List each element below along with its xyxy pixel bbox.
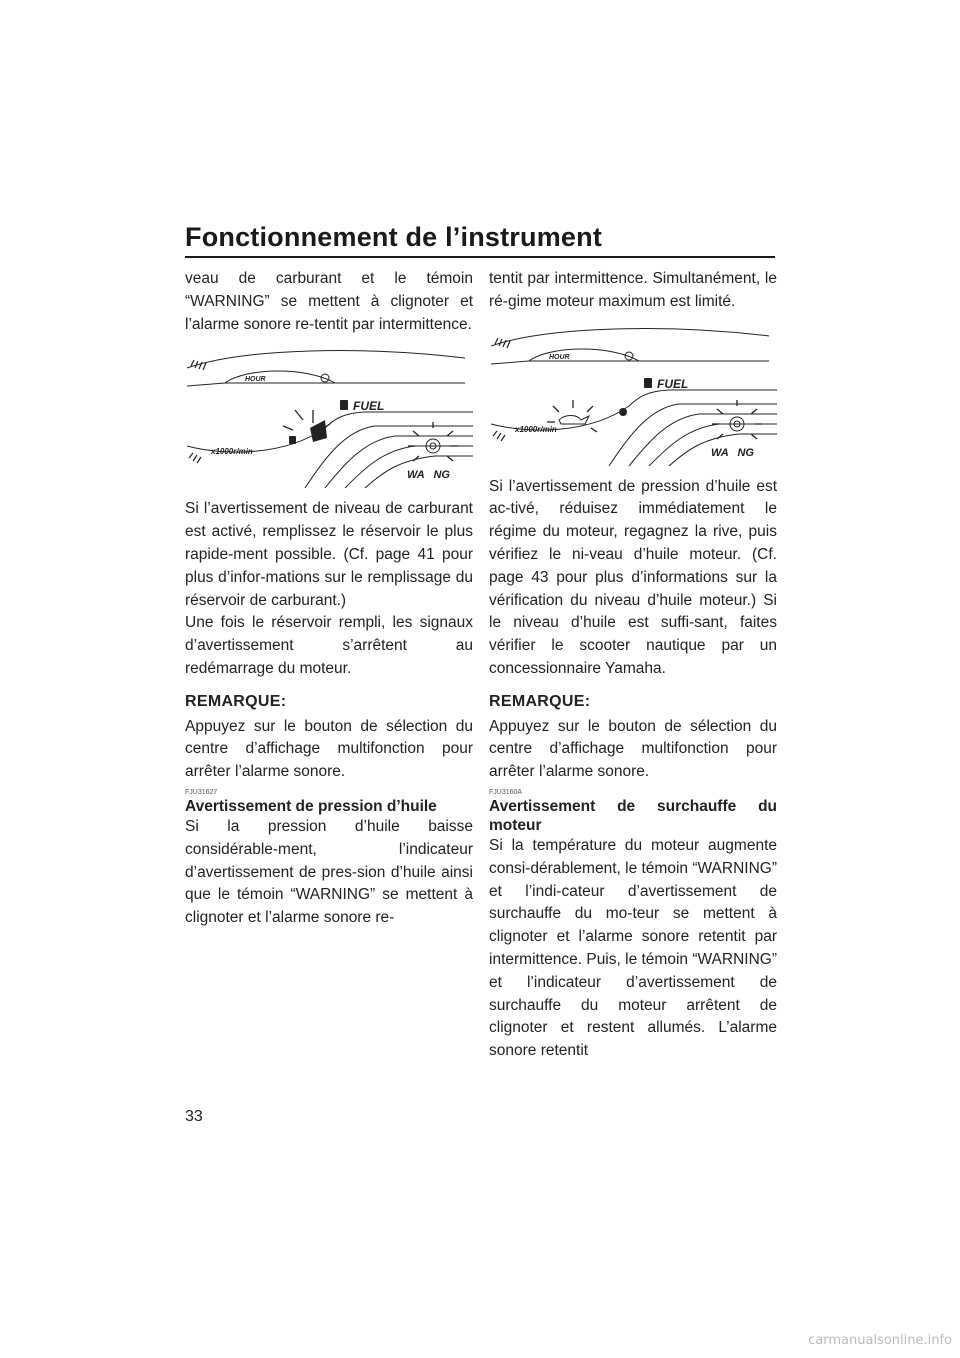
fig2-hour-label: HOUR bbox=[549, 353, 570, 361]
left-column bbox=[185, 268, 473, 930]
fig1-warning-label: WA NG bbox=[407, 469, 450, 482]
fig2-warning-label: WA NG bbox=[711, 446, 754, 459]
fuel-warning-illustration bbox=[185, 338, 473, 488]
note-text-left: Appuyez sur le bouton de sélection du centre d’affichage multifonction pour arrêter l’alarme sonore. bbox=[185, 717, 473, 781]
fig1-rpm-label: x1000r/min bbox=[211, 447, 253, 457]
page-number: 33 bbox=[185, 1108, 203, 1125]
note-heading-right: REMARQUE: bbox=[489, 692, 591, 710]
left-paragraph-3: Une fois le réservoir rempli, les signaux d’avertissement s’arrêtent au redémarrage du moteur. bbox=[185, 614, 473, 677]
section-heading-overheat: Avertissement de surchauffe du moteur bbox=[489, 797, 777, 834]
section-code-left: FJU31627 bbox=[185, 788, 218, 796]
fig1-hour-label: HOUR bbox=[245, 376, 266, 384]
right-paragraph-2: Si l’avertissement de pression d’huile est ac-tivé, réduisez immédiatement le régime du moteur, regagnez la rive, puis vérifiez le ni-veau d’huile moteur. (Cf. page 43 pour plus d’informations sur la vérification du niveau d’huile moteur.) Si le niveau d’huile est suffi-sant, faites vérifier le scooter nautique par un concessionnaire Yamaha. bbox=[489, 477, 777, 677]
note-text-right: Appuyez sur le bouton de sélection du centre d’affichage multifonction pour arrêter l’alarme sonore. bbox=[489, 717, 777, 781]
watermark-logo: carmanualsonline.info bbox=[808, 1333, 952, 1348]
fig2-rpm-label: x1000r/min bbox=[515, 424, 557, 434]
fig1-fuel-label: FUEL bbox=[353, 399, 385, 414]
right-paragraph-3: Si la température du moteur augmente consi-dérablement, le témoin “WARNING” et l’indi-cateur d’avertissement de surchauffe du mo-teur se mettent à clignoter et l’alarme sonore retentit par intermittence. Puis, le témoin “WARNING” et l’indicateur d’avertissement de surchauffe du moteur arrêtent de clignoter et restent allumés. L’alarme sonore retentit bbox=[489, 836, 777, 1060]
title-rule bbox=[185, 256, 775, 258]
right-column bbox=[489, 268, 777, 1063]
left-paragraph-1: veau de carburant et le témoin “WARNING” se mettent à clignoter et l’alarme sonore re-tentit par intermittence. bbox=[185, 270, 473, 333]
section-heading-oil-pressure: Avertissement de pression d’huile bbox=[185, 797, 437, 815]
section-code-right: FJU3160A bbox=[489, 788, 523, 796]
fig2-fuel-label: FUEL bbox=[657, 376, 689, 391]
left-paragraph-4: Si la pression d’huile baisse considérable-ment, l’indicateur d’avertissement de pres-sion d’huile ainsi que le témoin “WARNING” se mettent à clignoter et l’alarme sonore re- bbox=[185, 817, 473, 927]
note-heading-left: REMARQUE: bbox=[185, 692, 287, 710]
oil-pressure-warning-illustration bbox=[489, 316, 777, 466]
page-title: Fonctionnement de l’instrument bbox=[185, 222, 603, 252]
right-paragraph-1: tentit par intermittence. Simultanément, le ré-gime moteur maximum est limité. bbox=[489, 270, 777, 310]
left-paragraph-2: Si l’avertissement de niveau de carburant est activé, remplissez le réservoir le plus rapide-ment possible. (Cf. page 41 pour plus d’infor-mations sur le remplissage du réservoir de carburant.) bbox=[185, 500, 473, 609]
